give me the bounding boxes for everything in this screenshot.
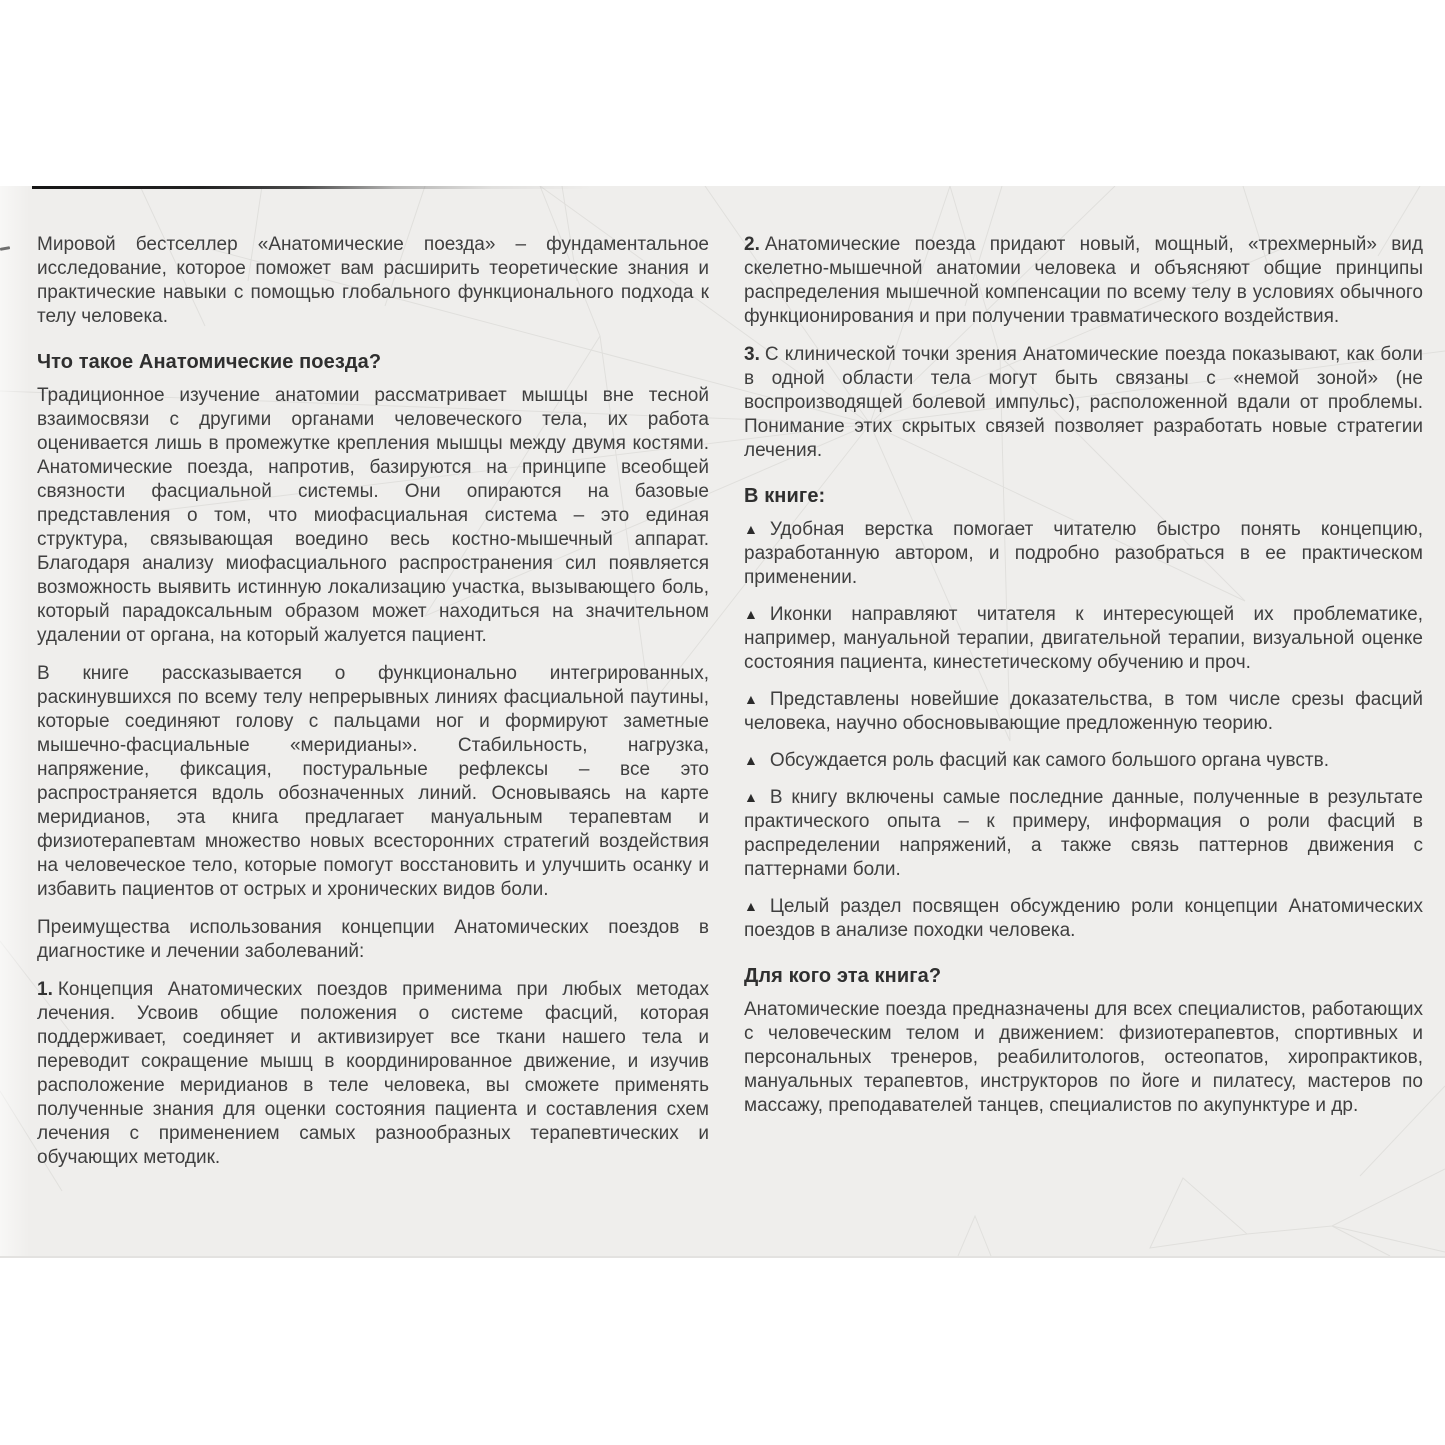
numbered-item-1: [37, 978, 709, 1170]
bullet-text: Удобная верстка помогает читателю быстро понять концепцию, разработанную автором, и подробно разобраться в ее практическом применении.: [744, 519, 1423, 588]
section-heading-in-book: В книге:: [744, 485, 826, 507]
right-column: [744, 233, 1423, 1184]
two-column-text: [0, 186, 1445, 1184]
item-number: 2.: [744, 234, 760, 255]
bullet-triangle-icon: ▲: [744, 521, 758, 537]
bullet-text: Целый раздел посвящен обсуждению роли концепции Анатомических поездов в анализе походки человека.: [744, 896, 1423, 941]
item-text: Анатомические поезда придают новый, мощный, «трехмерный» вид скелетно-мышечной анатомии человека и объясняют общие принципы распределения мышечной компенсации по всему телу в условиях обычного функционирования и при получении травматического воздействия.: [744, 234, 1423, 327]
bullet-item: [744, 603, 1423, 675]
bullet-triangle-icon: ▲: [744, 606, 758, 622]
bullet-triangle-icon: ▲: [744, 752, 758, 768]
section-heading-for-whom: Для кого эта книга?: [744, 965, 942, 987]
intro-paragraph: Мировой бестселлер «Анатомические поезда» – фундаментальное исследование, которое поможет вам расширить теоретические знания и практические навыки с помощью глобального функционального подхода к телу человека.: [37, 234, 709, 327]
bullet-triangle-icon: ▲: [744, 898, 758, 914]
benefits-intro-paragraph: Преимущества использования концепции Анатомических поездов в диагностике и лечении заболеваний:: [37, 917, 709, 962]
bullet-text: Представлены новейшие доказательства, в том числе срезы фасций человека, научно обосновывающие предложенную теорию.: [744, 689, 1423, 734]
bullet-text: Обсуждается роль фасций как самого большого органа чувств.: [769, 750, 1329, 771]
numbered-item-3: [744, 343, 1423, 463]
section-heading-what-is: Что такое Анатомические поезда?: [37, 351, 382, 373]
bullet-item: [744, 688, 1423, 736]
item-number: 3.: [744, 344, 760, 365]
audience-paragraph: Анатомические поезда предназначены для всех специалистов, работающих с человеческим телом и движением: физиотерапевтов, спортивных и персональных тренеров, реабилитологов, остеопатов, хиропрактиков, мануальных терапевтов, инструкторов по йоге и пилатесу, мастеров по массажу, преподавателей танцев, специалистов по акупунктуре и др.: [744, 999, 1423, 1116]
bullet-item: [744, 518, 1423, 590]
item-text: Концепция Анатомических поездов применима при любых методах лечения. Усвоив общие положения о системе фасций, которая поддерживает, соединяет и активизирует все ткани нашего тела и переводит сокращение мышц в координированное движение, и изучив расположение меридианов в теле человека, вы сможете применять полученные знания для оценки состояния пациента и составления схем лечения с применением самых разнообразных терапевтических и обучающих методик.: [37, 979, 709, 1168]
left-column: [37, 233, 709, 1184]
back-cover-panel: [0, 186, 1445, 1258]
traditional-anatomy-paragraph: Традиционное изучение анатомии рассматривает мышцы вне тесной взаимосвязи с другими органами человеческого тела, их работа оценивается лишь в промежутке крепления мышцы между двумя костями. Анатомические поезда, напротив, базируются на принципе всеобщей связности фасциальной системы. Они опираются на базовые представления о том, что миофасциальная система – это единая структура, связывающая воедино весь костно-мышечный аппарат. Благодаря анализу миофасциального распространения сил появляется возможность выявить истинную локализацию участка, вызывающего боль, который парадоксальным образом может находиться на значительном удалении от органа, на который жалуется пациент.: [37, 385, 709, 646]
bullet-triangle-icon: ▲: [744, 789, 758, 805]
bullet-item: [744, 786, 1423, 882]
bullet-text: Иконки направляют читателя к интересующей их проблематике, например, мануальной терапии, двигательной терапии, визуальной оценке состояния пациента, кинестетическому обучению и проч.: [744, 604, 1423, 673]
item-number: 1.: [37, 979, 53, 1000]
bullet-text: В книгу включены самые последние данные, полученные в результате практического опыта – к примеру, информация о роли фасций в распределении напряжений, а также связь паттернов движения с паттернами боли.: [744, 787, 1423, 880]
numbered-item-2: [744, 233, 1423, 329]
bullet-item: [744, 749, 1423, 773]
meridians-paragraph: В книге рассказывается о функционально интегрированных, раскинувшихся по всему телу непрерывных линиях фасциальной паутины, которые соединяют голову с пальцами ног и формируют заметные мышечно-фасциальные «меридианы». Стабильность, нагрузка, напряжение, фиксация, постуральные рефлексы – все это распространяется вдоль обозначенных линий. Основываясь на карте меридианов, эта книга предлагает мануальным терапевтам и физиотерапевтам множество новых всесторонних стратегий воздействия на человеческое тело, которые помогут восстановить и улучшить осанку и избавить пациентов от острых и хронических видов боли.: [37, 663, 709, 900]
item-text: С клинической точки зрения Анатомические поезда показывают, как боли в одной области тела могут быть связаны с «немой зоной» (не воспроизводящей болевой импульс), расположенной вдали от проблемы. Понимание этих скрытых связей позволяет разработать новые стратегии лечения.: [744, 344, 1423, 461]
bullet-item: [744, 895, 1423, 943]
bullet-triangle-icon: ▲: [744, 691, 758, 707]
